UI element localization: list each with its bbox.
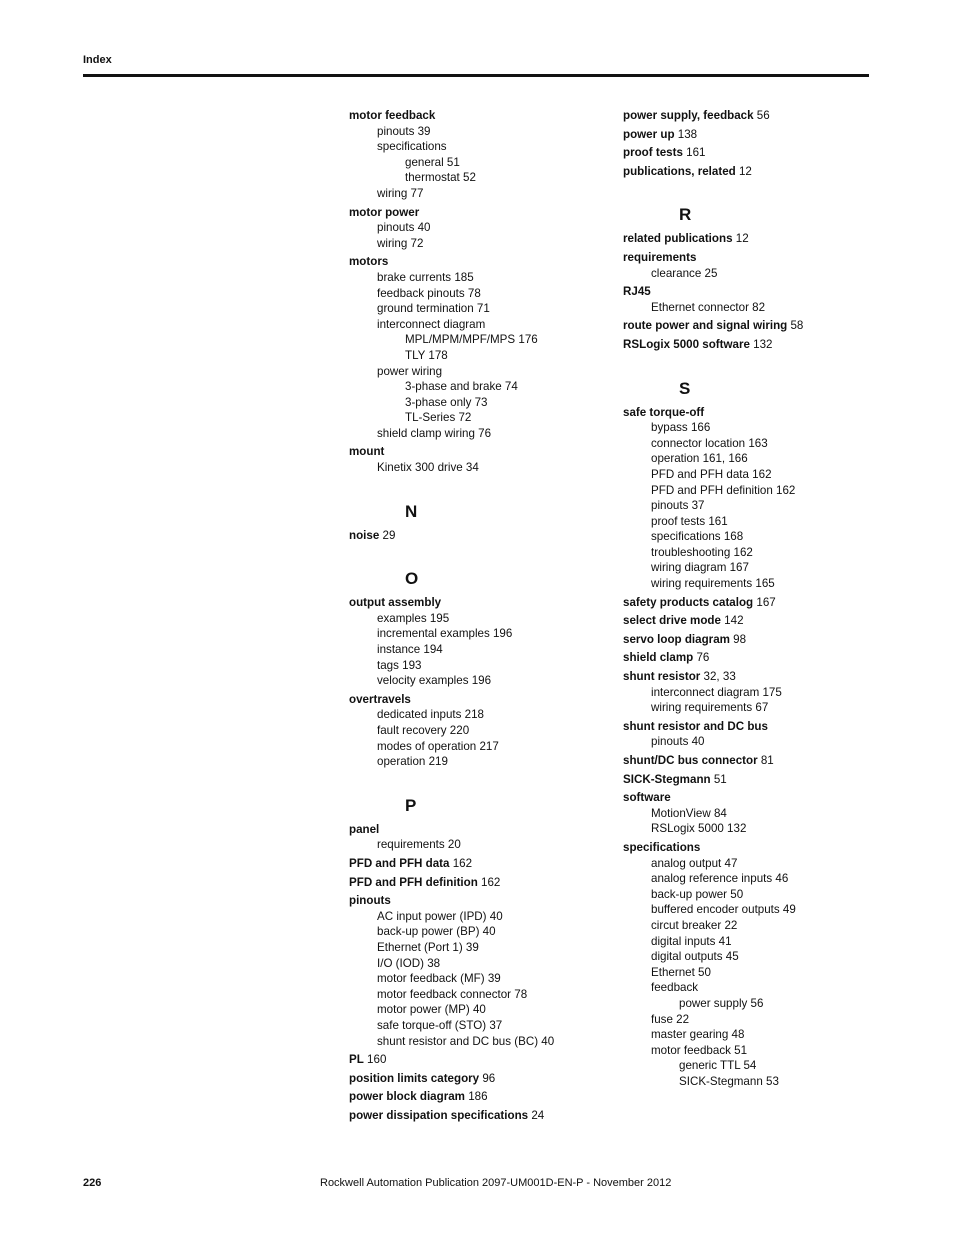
index-column-right [623,108,883,1089]
index-term: PL [349,1053,364,1067]
index-subentry: fuse 22 [651,1012,690,1026]
index-entry [349,1052,609,1068]
index-term: power dissipation specifications [349,1108,529,1122]
index-subentry: clearance 25 [651,266,718,280]
index-subentry: incremental examples 196 [377,627,513,641]
index-pages: 161 [682,146,706,160]
index-subentry: velocity examples 196 [377,674,492,688]
index-subentry: tags 193 [377,658,422,672]
index-subentry: operation 161, 166 [651,452,748,466]
index-subentry: PFD and PFH data 162 [651,467,772,481]
index-subentry: wiring requirements 67 [651,701,769,715]
index-term: safety products catalog [623,595,754,609]
index-term: servo loop diagram [623,632,730,646]
index-pages: 138 [674,127,698,141]
index-pages: 56 [753,109,770,122]
index-entry [623,840,883,856]
index-term: publications, related [623,164,736,178]
index-subentry: operation 219 [377,755,448,769]
index-subsubentry: generic TTL 54 [679,1059,757,1073]
index-entry [623,669,883,685]
index-subentry: specifications [377,140,447,154]
index-term: position limits category [349,1071,480,1085]
index-subentry: buffered encoder outputs 49 [651,903,796,917]
index-subsubentry: general 51 [405,155,460,169]
index-entry [623,595,883,611]
index-subentry: motor power (MP) 40 [377,1003,486,1017]
index-term: requirements [623,250,697,264]
index-subsubentry: 3-phase only 73 [405,395,488,409]
index-column-left [349,108,609,1123]
index-term: RJ45 [623,285,651,299]
index-subentry: interconnect diagram [377,317,486,331]
index-entry [623,719,883,735]
index-term: select drive mode [623,614,721,628]
index-pages: 162 [449,856,473,870]
index-term: PFD and PFH definition [349,875,478,889]
index-subentry: AC input power (IPD) 40 [377,909,503,923]
index-term: proof tests [623,146,683,160]
index-subentry: fault recovery 220 [377,724,470,737]
index-section-letter: O [405,569,419,589]
index-term: pinouts [349,894,391,908]
index-subsubentry: TLY 178 [405,348,448,362]
index-subsubentry: thermostat 52 [405,171,476,185]
index-entry [349,692,609,708]
index-entry [623,337,883,353]
running-header: Index [83,54,112,66]
index-subentry: dedicated inputs 218 [377,708,485,722]
index-term: shunt/DC bus connector [623,754,758,767]
index-term: power supply, feedback [623,109,754,122]
index-entry [623,772,883,788]
index-subentry: digital inputs 41 [651,934,732,948]
index-term: mount [349,445,385,459]
index-term: overtravels [349,692,411,706]
index-pages: 58 [787,319,804,333]
index-subsubentry: 3-phase and brake 74 [405,380,518,394]
index-section-letter: S [679,378,691,398]
index-subentry: motor feedback 51 [651,1043,748,1057]
index-subentry: analog output 47 [651,856,738,870]
index-term: related publications [623,232,733,246]
index-subentry: ground termination 71 [377,302,490,316]
index-pages: 51 [710,772,727,786]
index-subentry: examples 195 [377,611,450,625]
index-subentry: analog reference inputs 46 [651,872,789,886]
index-subentry: instance 194 [377,643,443,657]
index-subentry: Ethernet 50 [651,965,711,979]
index-subentry: power wiring [377,364,443,378]
index-subentry: back-up power 50 [651,887,744,901]
index-subentry: circut breaker 22 [651,918,738,932]
index-section-letter: N [405,501,418,521]
index-entry [349,1089,609,1105]
index-subentry: master gearing 48 [651,1028,745,1042]
index-subentry: I/O (IOD) 38 [377,956,441,970]
index-subsubentry: SICK-Stegmann 53 [679,1074,779,1088]
index-term: shunt resistor [623,670,701,684]
index-term: motor feedback [349,109,436,122]
index-entry [623,753,883,769]
index-pages: 98 [729,632,747,646]
index-pages: 76 [693,651,710,665]
index-term: panel [349,822,380,836]
index-subentry: shunt resistor and DC bus (BC) 40 [377,1034,555,1048]
index-term: noise [349,528,380,542]
index-term: motor power [349,205,420,219]
index-term: shunt resistor and DC bus [623,719,768,733]
index-pages: 96 [479,1071,496,1085]
index-subsubentry: MPL/MPM/MPF/MPS 176 [405,333,538,347]
index-subentry: motor feedback connector 78 [377,987,528,1001]
index-term: software [623,791,671,805]
index-entry [623,164,883,180]
index-entry [349,822,609,838]
index-subentry: modes of operation 217 [377,739,499,753]
index-entry [623,127,883,143]
index-term: power block diagram [349,1090,465,1104]
index-entry [349,444,609,460]
index-pages: 24 [528,1108,545,1122]
index-subsubentry: power supply 56 [679,996,764,1010]
index-pages: 81 [757,754,774,767]
index-entry [349,205,609,221]
index-entry [349,528,609,544]
index-section-letter: P [405,795,417,815]
index-subentry: feedback pinouts 78 [377,286,481,300]
index-subentry: motor feedback (MF) 39 [377,972,501,986]
index-subsubentry: TL-Series 72 [405,411,472,425]
index-entry [623,790,883,806]
index-entry [623,632,883,648]
index-pages: 167 [753,595,776,609]
index-entry [623,284,883,300]
header-rule [83,74,869,77]
index-entry [623,613,883,629]
index-subentry: wiring requirements 165 [651,577,775,591]
index-subentry: pinouts 40 [651,735,705,749]
index-entry [623,318,883,334]
index-term: SICK-Stegmann [623,772,711,786]
index-subentry: brake currents 185 [377,270,474,284]
index-entry [349,108,609,124]
index-subentry: PFD and PFH definition 162 [651,483,796,497]
index-subentry: back-up power (BP) 40 [377,925,496,939]
publication-footer: Rockwell Automation Publication 2097-UM001D-EN-P - November 2012 [320,1177,672,1189]
index-pages: 12 [732,232,749,246]
index-entry [349,1108,609,1124]
index-entry [349,1071,609,1087]
index-subentry: MotionView 84 [651,806,727,820]
index-entry [623,231,883,247]
index-entry [623,108,883,124]
index-pages: 12 [735,164,752,178]
index-pages: 132 [749,337,773,351]
index-term: RSLogix 5000 software [623,337,750,351]
index-subentry: safe torque-off (STO) 37 [377,1018,503,1032]
index-subentry: proof tests 161 [651,514,728,528]
index-term: route power and signal wiring [623,319,788,333]
index-pages: 186 [464,1090,488,1104]
index-subentry: feedback [651,981,699,995]
index-subentry: interconnect diagram 175 [651,685,782,699]
index-subentry: pinouts 39 [377,124,431,138]
index-pages: 142 [720,614,744,628]
index-entry [349,595,609,611]
index-entry [623,250,883,266]
index-subentry: Kinetix 300 drive 34 [377,461,479,475]
index-subentry: requirements 20 [377,838,461,852]
index-term: output assembly [349,596,442,610]
index-entry [349,893,609,909]
index-pages: 29 [379,528,396,542]
index-pages: 160 [363,1053,387,1067]
index-term: safe torque-off [623,405,705,419]
index-term: motors [349,255,389,269]
index-entry [623,650,883,666]
index-pages: 32, 33 [700,670,736,684]
index-subentry: Ethernet (Port 1) 39 [377,940,479,954]
index-section-letter: R [679,205,692,225]
index-entry [623,405,883,421]
index-subentry: shield clamp wiring 76 [377,426,492,440]
index-subentry: bypass 166 [651,421,711,435]
page-number: 226 [83,1177,102,1189]
index-entry [349,875,609,891]
index-subentry: wiring diagram 167 [651,561,749,575]
index-entry [349,856,609,872]
index-subentry: pinouts 37 [651,499,705,513]
index-subentry: wiring 72 [377,236,424,250]
index-subentry: Ethernet connector 82 [651,300,766,314]
index-entry [349,254,609,270]
index-term: PFD and PFH data [349,856,450,870]
index-entry [623,145,883,161]
index-subentry: RSLogix 5000 132 [651,822,747,836]
index-term: power up [623,127,675,141]
index-subentry: specifications 168 [651,530,744,544]
index-subentry: wiring 77 [377,186,424,200]
index-term: shield clamp [623,651,694,665]
index-pages: 162 [477,875,501,889]
index-subentry: troubleshooting 162 [651,545,753,559]
index-term: specifications [623,840,701,854]
index-subentry: connector location 163 [651,436,768,450]
index-subentry: digital outputs 45 [651,950,739,964]
index-subentry: pinouts 40 [377,221,431,235]
